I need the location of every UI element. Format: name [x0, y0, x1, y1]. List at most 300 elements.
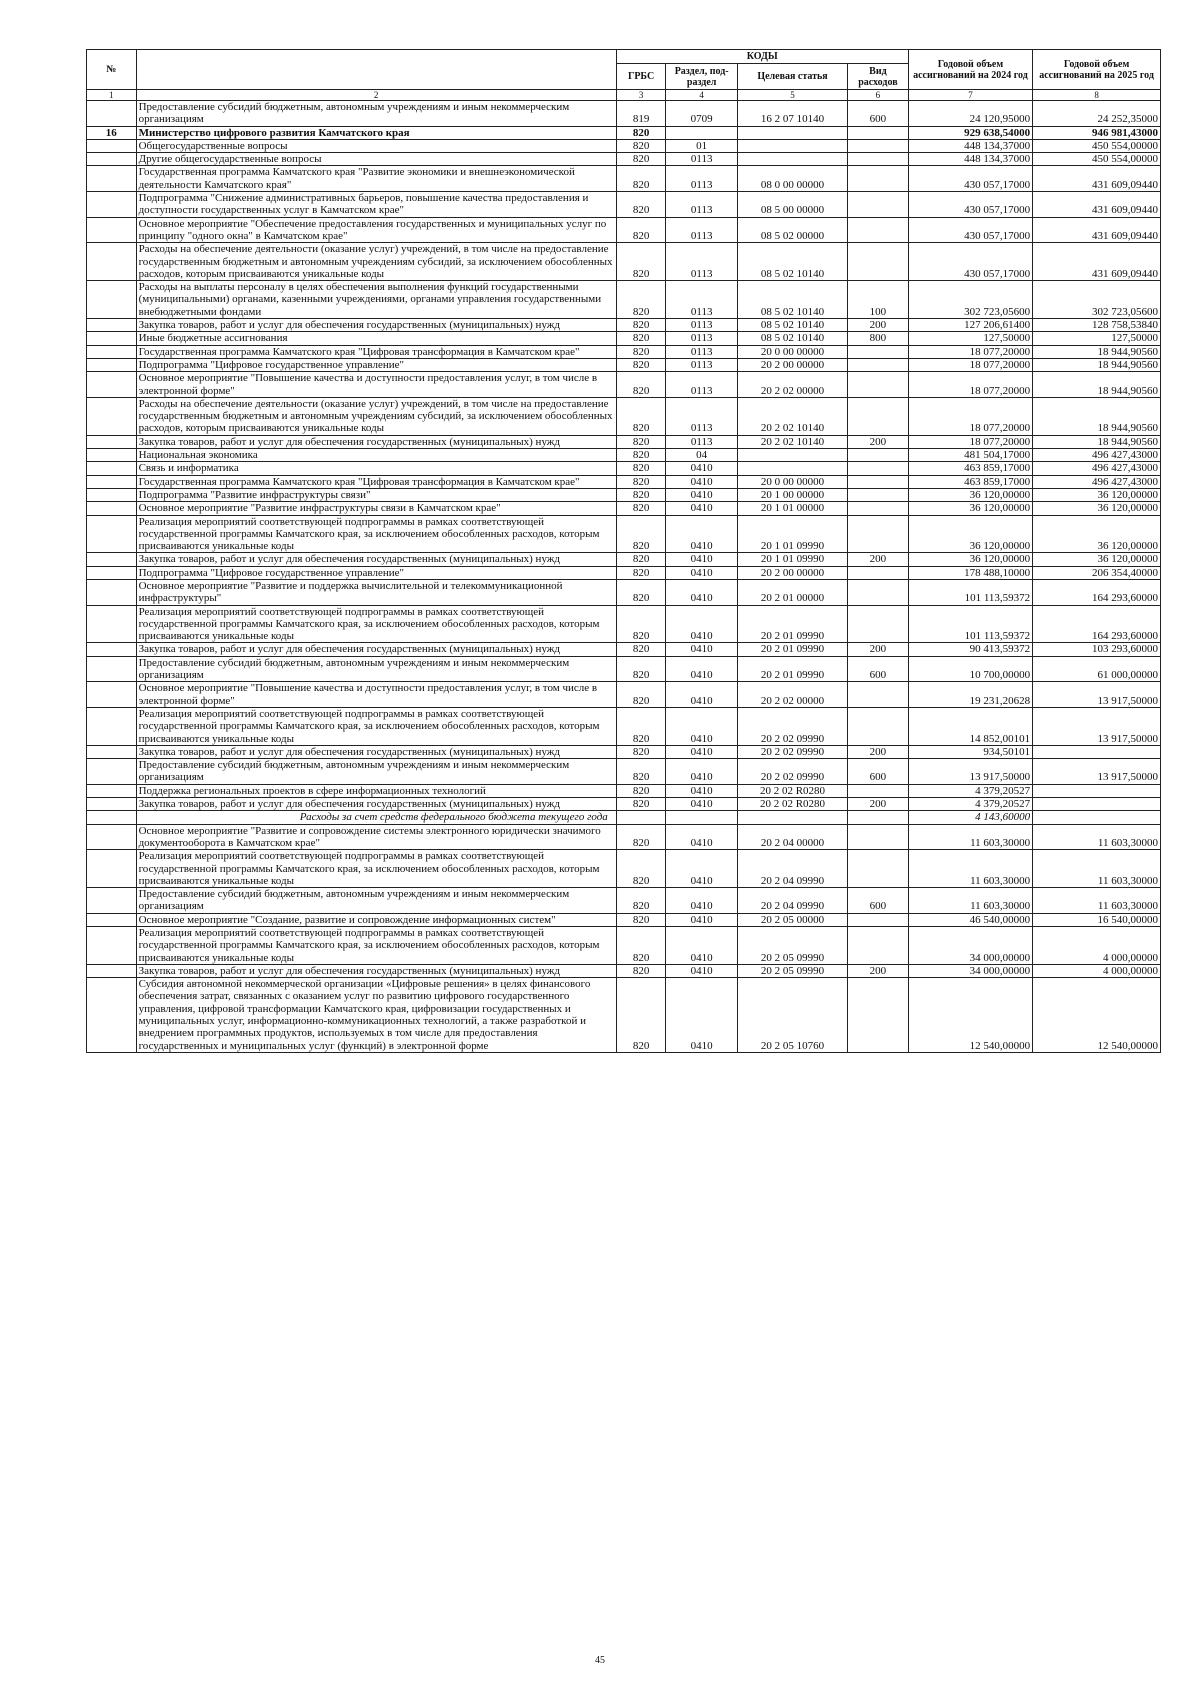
- target-article-cell: 08 5 02 10140: [737, 319, 847, 332]
- target-article-cell: 20 0 00 00000: [737, 475, 847, 488]
- expense-kind-cell: 800: [848, 332, 909, 345]
- volume-2025-cell: 431 609,09440: [1033, 192, 1161, 218]
- target-article-cell: 20 2 02 R0280: [737, 798, 847, 811]
- target-article-cell: [737, 462, 847, 475]
- row-number-cell: [87, 811, 137, 824]
- section-cell: 0410: [666, 656, 738, 682]
- row-number-cell: [87, 139, 137, 152]
- row-number-cell: [87, 850, 137, 888]
- expense-kind-cell: [848, 462, 909, 475]
- volume-2024-cell: 34 000,00000: [908, 927, 1032, 965]
- target-article-cell: 20 2 01 09990: [737, 656, 847, 682]
- volume-2025-cell: 496 427,43000: [1033, 462, 1161, 475]
- volume-2025-cell: 18 944,90560: [1033, 358, 1161, 371]
- volume-2024-cell: 302 723,05600: [908, 281, 1032, 319]
- grbs-cell: 820: [616, 126, 666, 139]
- row-number-cell: [87, 243, 137, 281]
- expense-name-cell: Государственная программа Камчатского края "Развитие экономики и внешнеэкономической деятельности Камчатского края": [136, 166, 616, 192]
- section-cell: 0410: [666, 643, 738, 656]
- section-cell: 0410: [666, 913, 738, 926]
- table-row: [87, 913, 1161, 926]
- table-row: [87, 101, 1161, 127]
- volume-2025-cell: 13 917,50000: [1033, 707, 1161, 745]
- expense-kind-cell: [848, 243, 909, 281]
- section-cell: 0113: [666, 217, 738, 243]
- section-cell: 04: [666, 449, 738, 462]
- target-article-cell: 20 2 05 00000: [737, 913, 847, 926]
- row-number-cell: [87, 888, 137, 914]
- table-row: [87, 345, 1161, 358]
- target-article-cell: 20 2 02 10140: [737, 397, 847, 435]
- table-row: [87, 745, 1161, 758]
- row-number-cell: [87, 192, 137, 218]
- grbs-cell: 820: [616, 579, 666, 605]
- table-row: [87, 656, 1161, 682]
- expense-kind-cell: [848, 579, 909, 605]
- section-cell: 0410: [666, 605, 738, 643]
- table-row: [87, 358, 1161, 371]
- expense-kind-cell: 200: [848, 798, 909, 811]
- row-number-cell: [87, 462, 137, 475]
- section-cell: 0113: [666, 281, 738, 319]
- target-article-cell: [737, 126, 847, 139]
- expense-name-cell: Предоставление субсидий бюджетным, автономным учреждениям и иным некоммерческим организациям: [136, 656, 616, 682]
- grbs-cell: 820: [616, 217, 666, 243]
- grbs-cell: 820: [616, 475, 666, 488]
- table-row: [87, 462, 1161, 475]
- grbs-cell: 820: [616, 605, 666, 643]
- table-row: [87, 515, 1161, 553]
- volume-2025-cell: 164 293,60000: [1033, 605, 1161, 643]
- table-row: [87, 281, 1161, 319]
- volume-2025-cell: 431 609,09440: [1033, 243, 1161, 281]
- volume-2024-cell: 178 488,10000: [908, 566, 1032, 579]
- section-cell: 0113: [666, 192, 738, 218]
- volume-2025-cell: 18 944,90560: [1033, 435, 1161, 448]
- grbs-cell: 820: [616, 435, 666, 448]
- row-number-cell: [87, 435, 137, 448]
- expense-name-cell: Подпрограмма "Цифровое государственное управление": [136, 358, 616, 371]
- expense-kind-cell: [848, 566, 909, 579]
- expense-name-cell: Расходы на выплаты персоналу в целях обеспечения выполнения функций государственными (муниципальными) органами, казенными учреждениями, органами управления государственными внебюджетными фондами: [136, 281, 616, 319]
- expense-kind-cell: [848, 192, 909, 218]
- section-cell: [666, 126, 738, 139]
- table-row: [87, 126, 1161, 139]
- table-row: [87, 449, 1161, 462]
- volume-2024-cell: 36 120,00000: [908, 553, 1032, 566]
- target-article-cell: 08 5 02 00000: [737, 217, 847, 243]
- expense-name-cell: Основное мероприятие "Развитие и поддержка вычислительной и телекоммуникационной инфраструктуры": [136, 579, 616, 605]
- section-cell: [666, 811, 738, 824]
- row-number-cell: [87, 913, 137, 926]
- table-row: [87, 888, 1161, 914]
- column-numbers-row: [87, 90, 1161, 101]
- expense-kind-cell: 200: [848, 435, 909, 448]
- volume-2024-cell: 929 638,54000: [908, 126, 1032, 139]
- grbs-cell: 820: [616, 553, 666, 566]
- section-cell: 0113: [666, 319, 738, 332]
- grbs-cell: 820: [616, 888, 666, 914]
- target-article-cell: 20 1 01 09990: [737, 515, 847, 553]
- section-cell: 0113: [666, 332, 738, 345]
- target-article-cell: 08 5 02 10140: [737, 281, 847, 319]
- row-number-cell: [87, 927, 137, 965]
- expense-name-cell: Расходы на обеспечение деятельности (оказание услуг) учреждений, в том числе на предоставление государственным бюджетным и автономным учреждениям субсидий, за исключением обособленных расходов, которым присваиваются уникальные коды: [136, 397, 616, 435]
- grbs-cell: 820: [616, 319, 666, 332]
- expense-kind-cell: [848, 682, 909, 708]
- volume-2025-cell: 18 944,90560: [1033, 345, 1161, 358]
- grbs-cell: 820: [616, 643, 666, 656]
- budget-body: [87, 101, 1161, 1053]
- section-cell: 0410: [666, 682, 738, 708]
- expense-kind-cell: [848, 824, 909, 850]
- expense-kind-cell: 200: [848, 745, 909, 758]
- expense-name-cell: Закупка товаров, работ и услуг для обеспечения государственных (муниципальных) нужд: [136, 964, 616, 977]
- volume-2024-cell: 127 206,61400: [908, 319, 1032, 332]
- expense-name-cell: Основное мероприятие "Повышение качества и доступности предоставления услуг, в том числе в электронной форме": [136, 372, 616, 398]
- row-number-cell: [87, 682, 137, 708]
- header-name: [136, 50, 616, 90]
- grbs-cell: 820: [616, 798, 666, 811]
- volume-2025-cell: 103 293,60000: [1033, 643, 1161, 656]
- section-cell: 0410: [666, 798, 738, 811]
- row-number-cell: [87, 553, 137, 566]
- expense-kind-cell: [848, 605, 909, 643]
- grbs-cell: 820: [616, 139, 666, 152]
- volume-2024-cell: 24 120,95000: [908, 101, 1032, 127]
- row-number-cell: [87, 707, 137, 745]
- expense-kind-cell: [848, 166, 909, 192]
- row-number-cell: [87, 319, 137, 332]
- section-cell: 0113: [666, 435, 738, 448]
- expense-name-cell: Подпрограмма "Цифровое государственное управление": [136, 566, 616, 579]
- volume-2024-cell: 11 603,30000: [908, 824, 1032, 850]
- volume-2024-cell: 4 379,20527: [908, 784, 1032, 797]
- expense-name-cell: Закупка товаров, работ и услуг для обеспечения государственных (муниципальных) нужд: [136, 745, 616, 758]
- volume-2024-cell: 18 077,20000: [908, 358, 1032, 371]
- column-number: 4: [666, 90, 738, 101]
- volume-2025-cell: 12 540,00000: [1033, 978, 1161, 1053]
- table-row: [87, 488, 1161, 501]
- target-article-cell: 20 2 02 09990: [737, 745, 847, 758]
- target-article-cell: 08 5 02 10140: [737, 332, 847, 345]
- row-number-cell: [87, 759, 137, 785]
- volume-2024-cell: 430 057,17000: [908, 166, 1032, 192]
- volume-2024-cell: 18 077,20000: [908, 345, 1032, 358]
- table-row: [87, 435, 1161, 448]
- row-number-cell: [87, 397, 137, 435]
- target-article-cell: 20 2 04 09990: [737, 888, 847, 914]
- table-row: [87, 707, 1161, 745]
- target-article-cell: 20 2 01 00000: [737, 579, 847, 605]
- row-number-cell: [87, 488, 137, 501]
- grbs-cell: 820: [616, 345, 666, 358]
- table-row: [87, 139, 1161, 152]
- section-cell: 0113: [666, 243, 738, 281]
- target-article-cell: 20 1 00 00000: [737, 488, 847, 501]
- expense-kind-cell: [848, 139, 909, 152]
- expense-kind-cell: [848, 153, 909, 166]
- table-row: [87, 372, 1161, 398]
- expense-kind-cell: [848, 707, 909, 745]
- target-article-cell: 20 2 00 00000: [737, 358, 847, 371]
- row-number-cell: [87, 745, 137, 758]
- table-row: [87, 332, 1161, 345]
- header-volume-2025: Годовой объем ассигнований на 2025 год: [1033, 50, 1161, 90]
- target-article-cell: [737, 139, 847, 152]
- row-number-cell: [87, 579, 137, 605]
- table-row: [87, 319, 1161, 332]
- volume-2024-cell: 430 057,17000: [908, 217, 1032, 243]
- expense-name-cell: Расходы за счет средств федерального бюджета текущего года: [136, 811, 616, 824]
- volume-2025-cell: 4 000,00000: [1033, 927, 1161, 965]
- volume-2025-cell: 36 120,00000: [1033, 515, 1161, 553]
- expense-name-cell: Основное мероприятие "Развитие и сопровождение системы электронного юридически значимого документооборота в Камчатском крае": [136, 824, 616, 850]
- expense-kind-cell: 600: [848, 888, 909, 914]
- expense-kind-cell: 600: [848, 101, 909, 127]
- table-row: [87, 978, 1161, 1053]
- table-row: [87, 798, 1161, 811]
- column-number: 7: [908, 90, 1032, 101]
- expense-kind-cell: [848, 345, 909, 358]
- expense-kind-cell: 100: [848, 281, 909, 319]
- table-row: [87, 553, 1161, 566]
- grbs-cell: 820: [616, 515, 666, 553]
- volume-2025-cell: 61 000,00000: [1033, 656, 1161, 682]
- volume-2025-cell: [1033, 798, 1161, 811]
- expense-name-cell: Закупка товаров, работ и услуг для обеспечения государственных (муниципальных) нужд: [136, 798, 616, 811]
- volume-2025-cell: 206 354,40000: [1033, 566, 1161, 579]
- grbs-cell: 820: [616, 462, 666, 475]
- section-cell: 0410: [666, 850, 738, 888]
- volume-2024-cell: 934,50101: [908, 745, 1032, 758]
- header-grbs: ГРБС: [616, 64, 666, 90]
- expense-name-cell: Основное мероприятие "Обеспечение предоставления государственных и муниципальных услуг по принципу "одного окна" в Камчатском крае": [136, 217, 616, 243]
- volume-2024-cell: 101 113,59372: [908, 579, 1032, 605]
- volume-2024-cell: 90 413,59372: [908, 643, 1032, 656]
- volume-2025-cell: 496 427,43000: [1033, 449, 1161, 462]
- target-article-cell: 20 2 05 10760: [737, 978, 847, 1053]
- target-article-cell: [737, 449, 847, 462]
- section-cell: 0410: [666, 888, 738, 914]
- table-row: [87, 784, 1161, 797]
- grbs-cell: 820: [616, 153, 666, 166]
- section-cell: 0410: [666, 462, 738, 475]
- volume-2024-cell: 18 077,20000: [908, 435, 1032, 448]
- row-number-cell: [87, 372, 137, 398]
- volume-2024-cell: 430 057,17000: [908, 192, 1032, 218]
- grbs-cell: 820: [616, 784, 666, 797]
- volume-2024-cell: 46 540,00000: [908, 913, 1032, 926]
- header-row-top: [87, 50, 1161, 64]
- section-cell: 0113: [666, 397, 738, 435]
- target-article-cell: [737, 811, 847, 824]
- page-number: 45: [595, 1655, 605, 1666]
- expense-kind-cell: [848, 811, 909, 824]
- expense-kind-cell: [848, 217, 909, 243]
- expense-kind-cell: [848, 488, 909, 501]
- volume-2025-cell: 13 917,50000: [1033, 682, 1161, 708]
- volume-2024-cell: 448 134,37000: [908, 153, 1032, 166]
- expense-name-cell: Другие общегосударственные вопросы: [136, 153, 616, 166]
- table-row: [87, 682, 1161, 708]
- target-article-cell: [737, 153, 847, 166]
- grbs-cell: 820: [616, 913, 666, 926]
- table-row: [87, 605, 1161, 643]
- target-article-cell: 08 5 02 10140: [737, 243, 847, 281]
- expense-kind-cell: [848, 850, 909, 888]
- table-row: [87, 166, 1161, 192]
- grbs-cell: 820: [616, 927, 666, 965]
- grbs-cell: 820: [616, 332, 666, 345]
- volume-2024-cell: 36 120,00000: [908, 488, 1032, 501]
- expense-kind-cell: [848, 502, 909, 515]
- expense-kind-cell: 200: [848, 553, 909, 566]
- row-number-cell: [87, 798, 137, 811]
- expense-kind-cell: [848, 784, 909, 797]
- volume-2025-cell: 36 120,00000: [1033, 488, 1161, 501]
- volume-2025-cell: 496 427,43000: [1033, 475, 1161, 488]
- target-article-cell: 20 2 02 00000: [737, 682, 847, 708]
- volume-2025-cell: 302 723,05600: [1033, 281, 1161, 319]
- grbs-cell: 820: [616, 358, 666, 371]
- volume-2025-cell: [1033, 811, 1161, 824]
- volume-2024-cell: 36 120,00000: [908, 515, 1032, 553]
- grbs-cell: 820: [616, 978, 666, 1053]
- volume-2025-cell: 11 603,30000: [1033, 888, 1161, 914]
- target-article-cell: 20 2 02 R0280: [737, 784, 847, 797]
- header-section: Раздел, под-раздел: [666, 64, 738, 90]
- row-number-cell: [87, 153, 137, 166]
- expense-name-cell: Предоставление субсидий бюджетным, автономным учреждениям и иным некоммерческим организациям: [136, 888, 616, 914]
- table-row: [87, 811, 1161, 824]
- volume-2024-cell: 13 917,50000: [908, 759, 1032, 785]
- table-row: [87, 397, 1161, 435]
- expense-name-cell: Основное мероприятие "Повышение качества и доступности предоставления услуг, в том числе в электронной форме": [136, 682, 616, 708]
- target-article-cell: 20 2 02 09990: [737, 707, 847, 745]
- volume-2025-cell: 18 944,90560: [1033, 397, 1161, 435]
- header-kind: Вид расходов: [848, 64, 909, 90]
- section-cell: 0113: [666, 153, 738, 166]
- expense-name-cell: Государственная программа Камчатского края "Цифровая трансформация в Камчатском крае": [136, 475, 616, 488]
- table-row: [87, 217, 1161, 243]
- grbs-cell: 820: [616, 192, 666, 218]
- volume-2025-cell: 13 917,50000: [1033, 759, 1161, 785]
- volume-2025-cell: [1033, 784, 1161, 797]
- table-row: [87, 243, 1161, 281]
- section-cell: 0410: [666, 488, 738, 501]
- row-number-cell: [87, 964, 137, 977]
- volume-2025-cell: 4 000,00000: [1033, 964, 1161, 977]
- section-cell: 0410: [666, 927, 738, 965]
- section-cell: 0410: [666, 502, 738, 515]
- table-row: [87, 850, 1161, 888]
- section-cell: 0410: [666, 964, 738, 977]
- volume-2024-cell: 448 134,37000: [908, 139, 1032, 152]
- volume-2024-cell: 36 120,00000: [908, 502, 1032, 515]
- row-number-cell: [87, 978, 137, 1053]
- row-number-cell: 16: [87, 126, 137, 139]
- expense-name-cell: Реализация мероприятий соответствующей подпрограммы в рамках соответствующей государственной программы Камчатского края, за исключением обособленных расходов, которым присваиваются уникальные коды: [136, 707, 616, 745]
- target-article-cell: 16 2 07 10140: [737, 101, 847, 127]
- volume-2024-cell: 481 504,17000: [908, 449, 1032, 462]
- volume-2025-cell: 128 758,53840: [1033, 319, 1161, 332]
- expense-name-cell: Закупка товаров, работ и услуг для обеспечения государственных (муниципальных) нужд: [136, 319, 616, 332]
- expense-name-cell: Расходы на обеспечение деятельности (оказание услуг) учреждений, в том числе на предоставление государственным бюджетным и автономным учреждениям субсидий, за исключением обособленных расходов, которым присваиваются уникальные коды: [136, 243, 616, 281]
- target-article-cell: 08 5 00 00000: [737, 192, 847, 218]
- target-article-cell: 20 2 00 00000: [737, 566, 847, 579]
- expense-name-cell: Иные бюджетные ассигнования: [136, 332, 616, 345]
- expense-name-cell: Подпрограмма "Развитие инфраструктуры связи": [136, 488, 616, 501]
- grbs-cell: 820: [616, 656, 666, 682]
- volume-2024-cell: 10 700,00000: [908, 656, 1032, 682]
- expense-name-cell: Реализация мероприятий соответствующей подпрограммы в рамках соответствующей государственной программы Камчатского края, за исключением обособленных расходов, которым присваиваются уникальные коды: [136, 850, 616, 888]
- volume-2024-cell: 127,50000: [908, 332, 1032, 345]
- row-number-cell: [87, 345, 137, 358]
- grbs-cell: 820: [616, 850, 666, 888]
- expense-name-cell: Закупка товаров, работ и услуг для обеспечения государственных (муниципальных) нужд: [136, 435, 616, 448]
- grbs-cell: 820: [616, 488, 666, 501]
- expense-kind-cell: 600: [848, 759, 909, 785]
- header-target: Целевая статья: [737, 64, 847, 90]
- expense-name-cell: Реализация мероприятий соответствующей подпрограммы в рамках соответствующей государственной программы Камчатского края, за исключением обособленных расходов, которым присваиваются уникальные коды: [136, 927, 616, 965]
- expense-name-cell: Общегосударственные вопросы: [136, 139, 616, 152]
- expense-kind-cell: 200: [848, 643, 909, 656]
- section-cell: 0113: [666, 372, 738, 398]
- grbs-cell: 820: [616, 707, 666, 745]
- target-article-cell: 20 2 05 09990: [737, 964, 847, 977]
- expense-kind-cell: 600: [848, 656, 909, 682]
- section-cell: 01: [666, 139, 738, 152]
- expense-name-cell: Предоставление субсидий бюджетным, автономным учреждениям и иным некоммерческим организациям: [136, 101, 616, 127]
- column-number: 6: [848, 90, 909, 101]
- target-article-cell: 20 2 02 10140: [737, 435, 847, 448]
- section-cell: 0113: [666, 358, 738, 371]
- target-article-cell: 20 2 01 09990: [737, 643, 847, 656]
- expense-name-cell: Основное мероприятие "Создание, развитие и сопровождение информационных систем": [136, 913, 616, 926]
- column-number: 3: [616, 90, 666, 101]
- volume-2025-cell: 24 252,35000: [1033, 101, 1161, 127]
- expense-kind-cell: 200: [848, 319, 909, 332]
- section-cell: 0709: [666, 101, 738, 127]
- target-article-cell: 20 1 01 00000: [737, 502, 847, 515]
- grbs-cell: 820: [616, 243, 666, 281]
- header-number: №: [87, 50, 137, 90]
- volume-2025-cell: 36 120,00000: [1033, 553, 1161, 566]
- grbs-cell: 819: [616, 101, 666, 127]
- section-cell: 0410: [666, 566, 738, 579]
- budget-sheet: [86, 49, 1161, 1053]
- column-number: 2: [136, 90, 616, 101]
- grbs-cell: 820: [616, 759, 666, 785]
- table-row: [87, 192, 1161, 218]
- expense-name-cell: Реализация мероприятий соответствующей подпрограммы в рамках соответствующей государственной программы Камчатского края, за исключением обособленных расходов, которым присваиваются уникальные коды: [136, 605, 616, 643]
- volume-2025-cell: 11 603,30000: [1033, 850, 1161, 888]
- grbs-cell: 820: [616, 281, 666, 319]
- expense-name-cell: Основное мероприятие "Развитие инфраструктуры связи в Камчатском крае": [136, 502, 616, 515]
- row-number-cell: [87, 824, 137, 850]
- expense-kind-cell: [848, 927, 909, 965]
- expense-kind-cell: [848, 913, 909, 926]
- header-codes: КОДЫ: [616, 50, 908, 64]
- budget-table: [86, 49, 1161, 1053]
- grbs-cell: 820: [616, 372, 666, 398]
- grbs-cell: 820: [616, 824, 666, 850]
- expense-name-cell: Подпрограмма "Снижение административных барьеров, повышение качества предоставления и доступности государственных услуг в Камчатском крае": [136, 192, 616, 218]
- row-number-cell: [87, 605, 137, 643]
- volume-2024-cell: 12 540,00000: [908, 978, 1032, 1053]
- grbs-cell: 820: [616, 166, 666, 192]
